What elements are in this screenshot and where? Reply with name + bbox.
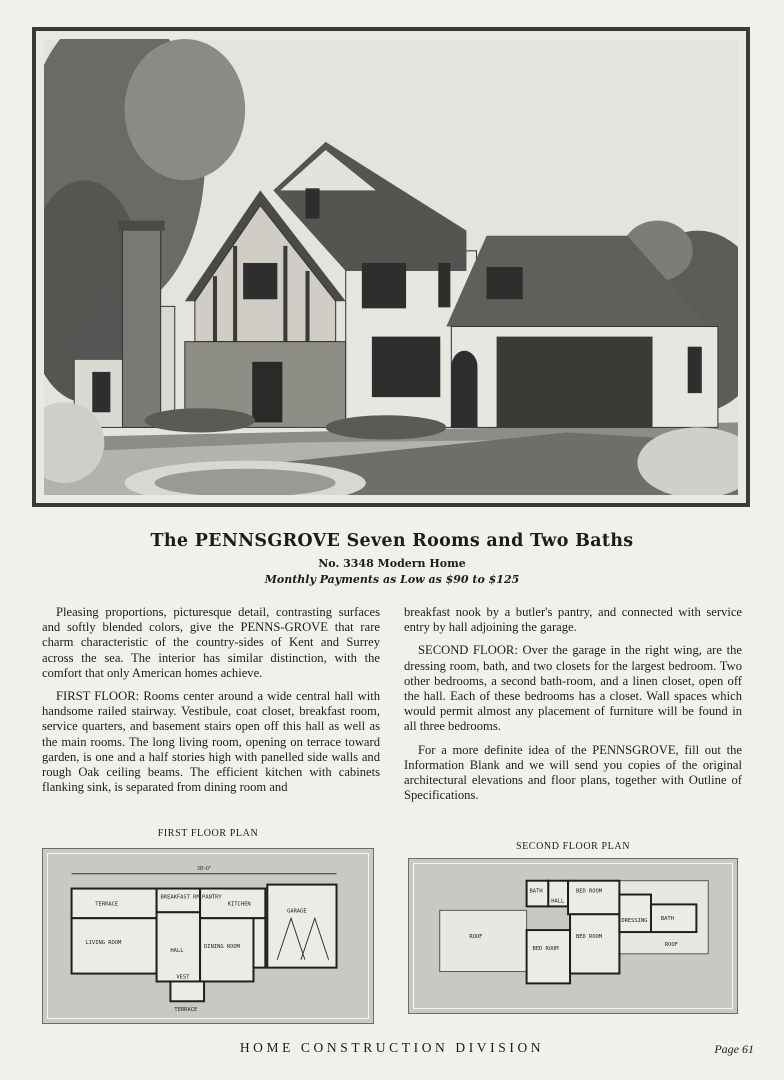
first-floor-paragraph: FIRST FLOOR: Rooms center around a wide central hall with handsome railed stairway. Vestibule, coat closet, breakfast room, service quarters, and basement stairs open off this hall as well as the main rooms. The long living room, opening on terrace toward garden, is one and a half stories high with panelled side walls and rough Oak ceiling beams. The efficient kitchen with cabinets flanking sink, is separated from dining room and (42, 689, 380, 795)
room-terrace: TERRACE (95, 901, 119, 908)
room-dining: DINING ROOM (204, 943, 240, 950)
right-column (404, 605, 742, 811)
information-paragraph: For a more definite idea of the PENNSGROVE, fill out the Information Blank and we will send you copies of the original architectural elevations and floor plans, together with Outline of Specifications. (404, 742, 742, 803)
room-hall: HALL (170, 947, 184, 954)
second-floor-plan-drawing (409, 859, 737, 1013)
room-living: LIVING ROOM (85, 939, 122, 946)
page-title: The PENNSGROVE Seven Rooms and Two Baths (150, 531, 634, 551)
room-dressing: DRESSING (621, 918, 648, 925)
room-roof-right: ROOF (664, 941, 678, 948)
room-bath-right: BATH (660, 916, 674, 923)
hero-illustration-frame (32, 27, 750, 507)
room-terrace-front: TERRACE (174, 1007, 198, 1014)
room-hall-upper: HALL (551, 898, 565, 905)
hero-illustration (36, 31, 746, 503)
left-column (42, 605, 380, 803)
first-floor-plan (42, 848, 374, 1024)
room-breakfast: BREAKFAST RM (160, 894, 200, 901)
first-floor-continuation: breakfast nook by a butler's pantry, and connected with service entry by hall adjoining the garage. (404, 605, 742, 635)
first-floor-dimension: 38'-0" (196, 865, 212, 872)
first-floor-plan-drawing (43, 849, 373, 1023)
room-bath: BATH (529, 888, 543, 895)
footer-division: HOME CONSTRUCTION DIVISION (239, 1040, 545, 1055)
monthly-payments: Monthly Payments as Low as $90 to $125 (264, 573, 520, 586)
room-garage: GARAGE (287, 908, 307, 915)
room-vest: VEST (176, 974, 190, 981)
room-pantry: PANTRY (202, 894, 222, 901)
page-number: Page 61 (714, 1042, 754, 1056)
intro-paragraph: Pleasing proportions, picturesque detail, contrasting surfaces and softly blended colors, give the PENNS-GROVE that rare charm characteristic of the country-sides of Kent and Surrey across the sea. The interior has similar distinction, with the comfort that only American homes achieve. (42, 605, 380, 680)
room-bed-left: BED ROOM (532, 945, 559, 952)
second-floor-plan-label: SECOND FLOOR PLAN (515, 841, 631, 852)
second-floor-plan (408, 858, 738, 1014)
second-floor-paragraph: SECOND FLOOR: Over the garage in the right wing, are the dressing room, bath, and two closets for the largest bedroom. Two other bedrooms, a second bath-room, and a linen closet, open off the hall. Each of these bedrooms has a closet. Wall spaces which would permit almost any placement of furniture will be found in all three bedrooms. (404, 643, 742, 734)
room-bed-top: BED ROOM (575, 888, 603, 895)
house-drawing (44, 39, 738, 495)
model-number: No. 3348 Modern Home (318, 557, 466, 570)
room-bed-right: BED ROOM (575, 933, 603, 940)
first-floor-plan-label: FIRST FLOOR PLAN (157, 828, 259, 839)
room-kitchen: KITCHEN (227, 901, 251, 908)
room-roof-left: ROOF (469, 933, 483, 940)
